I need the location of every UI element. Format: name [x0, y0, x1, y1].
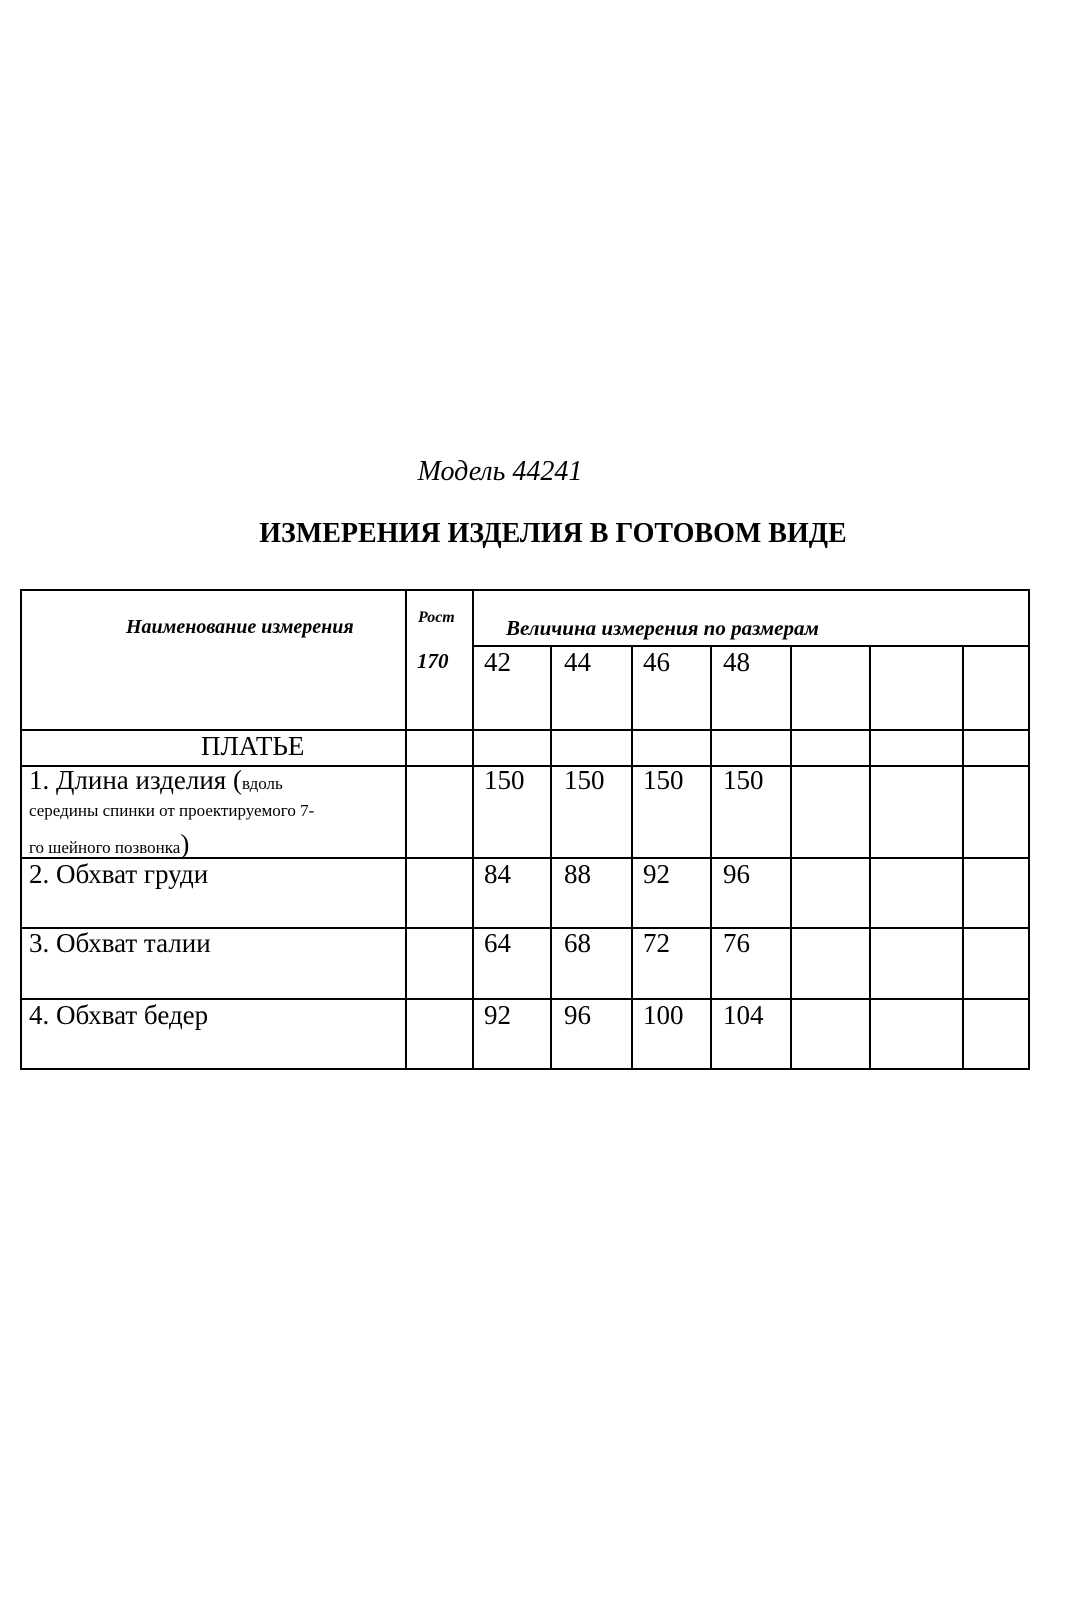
row-1-value-44: 150: [564, 765, 605, 795]
row-1-value-42: 150: [484, 765, 525, 795]
table-rule: [472, 589, 474, 1070]
row-2-value-46: 92: [643, 859, 670, 889]
table-border-top: [20, 589, 1030, 591]
row-2-value-48: 96: [723, 859, 750, 889]
table-border-left: [20, 589, 22, 1070]
header-sizes: Величина измерения по размерам: [506, 616, 819, 640]
row-4-name: 4. Обхват бедер: [29, 1000, 209, 1030]
row-2-value-42: 84: [484, 859, 511, 889]
header-rost-value: 170: [417, 649, 449, 673]
row-4-value-44: 96: [564, 1000, 591, 1030]
table-border-right: [1028, 589, 1030, 1070]
row-3-value-44: 68: [564, 928, 591, 958]
table-rule: [962, 645, 964, 1070]
table-rule: [869, 645, 871, 1070]
row-3-value-42: 64: [484, 928, 511, 958]
row-1-note-inline: вдоль: [241, 774, 283, 793]
header-rost: Рост: [418, 609, 455, 626]
table-rule: [790, 645, 792, 1070]
row-1-note-line3: [29, 829, 189, 860]
row-2-name: 2. Обхват груди: [29, 859, 209, 889]
table-rule: [710, 645, 712, 1070]
page-title: ИЗМЕРЕНИЯ ИЗДЕЛИЯ В ГОТОВОМ ВИДЕ: [259, 518, 847, 549]
model-label: Модель 44241: [417, 456, 583, 487]
row-1-name: [29, 765, 283, 796]
row-1-value-48: 150: [723, 765, 764, 795]
size-44: 44: [564, 647, 591, 677]
size-48: 48: [723, 647, 750, 677]
table-rule: [631, 645, 633, 1070]
row-1-value-46: 150: [643, 765, 684, 795]
size-42: 42: [484, 647, 511, 677]
table-rule: [550, 645, 552, 1070]
table-rule: [405, 589, 407, 1070]
row-1-note-close: ): [180, 829, 190, 859]
row-1-note-text: го шейного позвонка: [29, 838, 181, 857]
row-4-value-46: 100: [643, 1000, 684, 1030]
row-1-title: 1. Длина изделия (: [29, 765, 242, 795]
header-name: Наименование измерения: [126, 616, 354, 638]
row-4-value-48: 104: [723, 1000, 764, 1030]
table-rule: [473, 645, 1030, 647]
section-label: ПЛАТЬЕ: [201, 731, 305, 761]
row-2-value-44: 88: [564, 859, 591, 889]
measurements-table: [20, 589, 1030, 1072]
row-3-value-46: 72: [643, 928, 670, 958]
size-46: 46: [643, 647, 670, 677]
row-3-value-48: 76: [723, 928, 750, 958]
table-rule: [20, 729, 1030, 731]
table-border-bottom: [20, 1068, 1030, 1070]
row-3-name: 3. Обхват талии: [29, 928, 211, 958]
row-4-value-42: 92: [484, 1000, 511, 1030]
row-1-note-line2: середины спинки от проектируемого 7-: [29, 801, 315, 820]
